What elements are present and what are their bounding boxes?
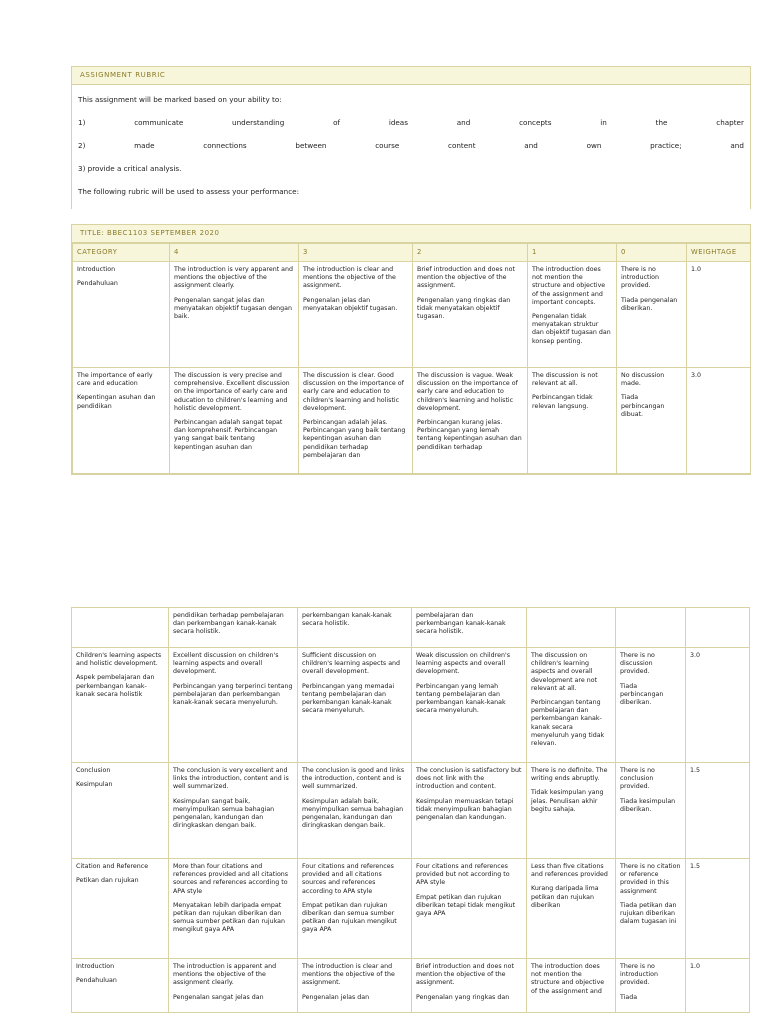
cell-text: Tiada [620,993,638,1001]
point-word: made [134,141,155,150]
cell-text: The conclusion is very excellent and links the introduction, content and is well summarized. [173,767,289,791]
cell-text: The introduction does not mention the structure and objective of the assignment and [531,963,605,995]
cell-text: Kesimpulan memuaskan tetapi tidak menyimpulkan bahagian pengenalan dan kandungan. [416,797,514,822]
point-word: understanding [232,118,285,127]
cell-text: More than four citations and references provided and all citations sources and references according to APA style [173,863,289,895]
cell-text: Pengenalan jelas dan menyatakan objektif tugasan. [303,296,398,312]
cell-text: Less than five citations and references provided [531,863,608,879]
cell-text: Petikan dan rujukan [76,877,139,885]
rubric-cell-c2 [412,648,527,763]
table-row [72,959,750,1013]
rubric-header-box [71,66,751,209]
cell-text: There is no citation or reference provided in this assignment [620,863,681,895]
point-2 [78,141,744,151]
rubric-cell-c0 [616,859,686,959]
rubric-cell-c1 [528,368,617,474]
cell-text: Excellent discussion on children's learning aspects and overall development. [173,652,279,676]
rubric-cell-c2 [412,608,527,648]
point-word: course [375,141,400,150]
cell-text: The conclusion is satisfactory but does not link with the introduction and content. [416,767,522,791]
point-word: the [655,118,668,127]
cell-text: Brief introduction and does not mention the objective of the assignment. [416,963,514,987]
rubric-intro [72,85,750,209]
cell-text: There is no discussion provided. [620,652,655,676]
rubric-cell-c3 [298,959,412,1013]
table-row [72,648,750,763]
rubric-cell-c0 [617,262,687,368]
cell-text: Kesimpulan [76,781,113,789]
rubric-cell-cat [73,368,170,474]
point-word: 2) [78,141,86,150]
cell-text: Tiada perbincangan dibuat. [621,394,665,418]
cell-text: Perbincangan adalah sangat tepat dan komprehensif. Perbincangan yang sangat baik tentang kepentingan asuhan dan [174,419,283,451]
cell-text: The importance of early care and education [77,372,153,388]
cell-text: Pengenalan yang ringkas dan [416,993,510,1001]
point-word: own [586,141,602,150]
cell-text: The discussion is clear. Good discussion on the importance of early care and education to children's learning and holistic development. [303,372,404,412]
point-word: ideas [388,118,408,127]
table-row [72,859,750,959]
column-header: 4 [170,244,299,262]
rubric-cell-c1 [527,859,616,959]
point-word: and [456,118,471,127]
point-word: and [730,141,744,150]
rubric-cell-c4 [170,368,299,474]
rubric-cell-c4 [169,859,298,959]
column-header: 1 [528,244,617,262]
cell-text: Kepentingan asuhan dan pendidikan [77,394,156,410]
cell-text: Pengenalan tidak menyatakan struktur dan objektif tugasan dan konsep penting. [532,313,611,345]
cell-text: Menyatakan lebih daripada empat petikan dan rujukan diberikan dan semua sumber petikan dan rujukan mengikut gaya APA [173,901,286,934]
cell-text: perkembangan kanak-kanak secara holistik. [302,612,392,628]
cell-text: Weak discussion on children's learning aspects and overall development. [416,652,510,676]
rubric-cell-c2 [412,959,527,1013]
cell-text: Perbincangan adalah jelas. Perbincangan yang baik tentang kepentingan asuhan dan pendidikan terhadap pembelajaran dan [303,419,406,459]
point-word: in [600,118,607,127]
rubric-cell-c4 [169,648,298,763]
rubric-cell-c4 [169,763,298,859]
cell-text: No discussion made. [621,372,665,388]
weightage-cell: 1.0 [686,959,750,1013]
rubric-cell-c1 [527,959,616,1013]
cell-text: Kurang daripada lima petikan dan rujukan diberikan [531,885,599,909]
cell-text: Tiada pengenalan diberikan. [621,296,678,312]
cell-text: Conclusion [76,767,111,774]
rubric-table-1 [71,224,751,475]
rubric-cell-c1 [528,262,617,368]
cell-text: The introduction is very apparent and mentions the objective of the assignment clearly. [174,266,294,290]
rubric-cell-c4 [169,959,298,1013]
cell-text: Pengenalan sangat jelas dan menyatakan objektif tugasan dengan baik. [174,296,293,321]
table-row [72,608,750,648]
cell-text: Perbincangan yang terperinci tentang pembelajaran dan perkembangan kanak-kanak secara menyeluruh. [173,682,293,707]
table-row [72,763,750,859]
cell-text: The discussion on children's learning aspects and overall development are not relevant at all. [531,652,598,692]
rubric-cell-c3 [298,608,412,648]
rubric-cell-c4 [170,262,299,368]
cell-text: Pengenalan jelas dan [302,993,370,1001]
cell-text: The discussion is vague. Weak discussion on the importance of early care and education to children's learning and holistic development. [417,372,518,412]
cell-text: Pendahuluan [77,280,118,288]
rubric-table [72,243,751,474]
cell-text: Citation and Reference [76,863,149,870]
cell-text: Children's learning aspects and holistic development. [76,652,162,668]
cell-text: Tiada perbincangan diberikan. [620,682,664,707]
rubric-cell-c3 [299,368,413,474]
cell-text: The introduction is apparent and mentions the objective of the assignment clearly. [173,963,277,987]
column-header: 2 [413,244,528,262]
rubric-cell-c4 [169,608,298,648]
rubric-cell-c0 [616,763,686,859]
rubric-cell-c3 [298,763,412,859]
rubric-table-2 [71,607,749,1013]
cell-text: The discussion is not relevant at all. [532,372,598,388]
cell-text: The discussion is very precise and comprehensive. Excellent discussion on the importance of early care and education to children's learning and holistic development. [174,372,290,412]
cell-text: There is no introduction provided. [620,963,659,987]
cell-text: The introduction does not mention the structure and objective of the assignment and important concepts. [532,266,606,306]
cell-text: Four citations and references provided and all citations sources and references according to APA style [302,863,394,895]
point-word: practice; [650,141,682,150]
point-word: content [448,141,476,150]
cell-text: Pengenalan yang ringkas dan tidak menyatakan objektif tugasan. [417,296,511,321]
rubric-note: The following rubric will be used to assess your performance: [78,187,299,196]
rubric-cell-cat [72,763,169,859]
cell-text: Tiada kesimpulan diberikan. [620,797,676,813]
cell-text: There is no conclusion provided. [620,767,655,791]
rubric-cell-cat [73,262,170,368]
intro-text: This assignment will be marked based on your ability to: [78,95,282,104]
point-word: between [295,141,327,150]
point-word: communicate [134,118,184,127]
rubric-cell-c3 [299,262,413,368]
cell-text: Sufficient discussion on children's learning aspects and overall development. [302,652,401,676]
cell-text: pembelajaran dan perkembangan kanak-kanak secara holistik. [416,612,506,636]
rubric-cell-cat [72,959,169,1013]
rubric-cell-c0 [616,648,686,763]
table-row [73,368,751,474]
rubric-label: ASSIGNMENT RUBRIC [72,67,750,85]
weightage-cell [686,608,750,648]
rubric-cell-c3 [298,859,412,959]
cell-text: The introduction is clear and mentions the objective of the assignment. [302,963,395,987]
point-word: and [524,141,538,150]
rubric-cell-cat [72,648,169,763]
cell-text: Perbincangan yang memadai tentang pembelajaran dan perkembangan kanak-kanak secara menyeluruh. [302,682,395,715]
weightage-cell: 3.0 [687,368,751,474]
point-word: of [333,118,341,127]
cell-text: Introduction [77,266,116,273]
rubric-cell-c0 [616,959,686,1013]
cell-text: Tiada petikan dan rujukan diberikan dalam tugasan ini [620,901,677,926]
rubric-cell-c0 [616,608,686,648]
rubric-cell-c2 [412,763,527,859]
assignment-title: TITLE: BBEC1103 SEPTEMBER 2020 [72,224,750,243]
cell-text: Brief introduction and does not mention the objective of the assignment. [417,266,515,290]
rubric-cell-c2 [413,368,528,474]
cell-text: Perbincangan tidak relevan langsung. [532,394,593,410]
cell-text: Perbincangan tentang pembelajaran dan perkembangan kanak-kanak secara menyeluruh yang tidak relevan. [531,699,605,748]
rubric-cell-c1 [527,648,616,763]
weightage-cell: 1.5 [686,763,750,859]
rubric-cell-c1 [527,763,616,859]
cell-text: The introduction is clear and mentions the objective of the assignment. [303,266,396,290]
column-header: WEIGHTAGE [687,244,751,262]
point-1 [78,118,744,128]
cell-text: Perbincangan kurang jelas. Perbincangan yang lemah tentang kepentingan asuhan dan pendidikan terhadap [417,419,522,451]
cell-text: Pendahuluan [76,977,117,985]
point-word: chapter [716,118,744,127]
column-header: CATEGORY [73,244,170,262]
column-header: 3 [299,244,413,262]
cell-text: Empat petikan dan rujukan diberikan dan semua sumber petikan dan rujukan mengikut gaya APA [302,901,397,934]
cell-text: Kesimpulan adalah baik, menyimpulkan semua bahagian pengenalan, kandungan dan diringkaskan dengan baik. [302,797,404,830]
rubric-cell-cat [72,608,169,648]
weightage-cell: 1.0 [687,262,751,368]
rubric-cell-cat [72,859,169,959]
rubric-cell-c0 [617,368,687,474]
column-header: 0 [617,244,687,262]
cell-text: Aspek pembelajaran dan perkembangan kanak-kanak secara holistik [76,674,155,698]
cell-text: pendidikan terhadap pembelajaran dan perkembangan kanak-kanak secara holistik. [173,612,284,636]
cell-text: Pengenalan sangat jelas dan [173,993,264,1001]
point-3: 3) provide a critical analysis. [78,164,182,173]
point-word: connections [203,141,247,150]
cell-text: Kesimpulan sangat baik, menyimpulkan semua bahagian pengenalan, kandungan dan diringkaskan dengan baik. [173,797,275,830]
rubric-cell-c2 [412,859,527,959]
cell-text: There is no introduction provided. [621,266,660,290]
cell-text: Introduction [76,963,115,970]
rubric-cell-c3 [298,648,412,763]
cell-text: Four citations and references provided but not according to APA style [416,863,510,887]
rubric-cell-c1 [527,608,616,648]
cell-text: Perbincangan yang lemah tentang pembelajaran dan perkembangan kanak-kanak secara menyeluruh. [416,682,506,715]
cell-text: The conclusion is good and links the introduction, content and is well summarized. [302,767,405,791]
weightage-cell: 3.0 [686,648,750,763]
cell-text: Empat petikan dan rujukan diberikan tetapi tidak mengikut gaya APA [416,893,516,918]
cell-text: Tidak kesimpulan yang jelas. Penulisan akhir begitu sahaja. [531,789,604,813]
rubric-cell-c2 [413,262,528,368]
point-word: concepts [519,118,552,127]
table-row [73,262,751,368]
rubric-table-continued [71,607,750,1013]
point-word: 1) [78,118,86,127]
weightage-cell: 1.5 [686,859,750,959]
cell-text: There is no definite. The writing ends abruptly. [531,767,608,783]
